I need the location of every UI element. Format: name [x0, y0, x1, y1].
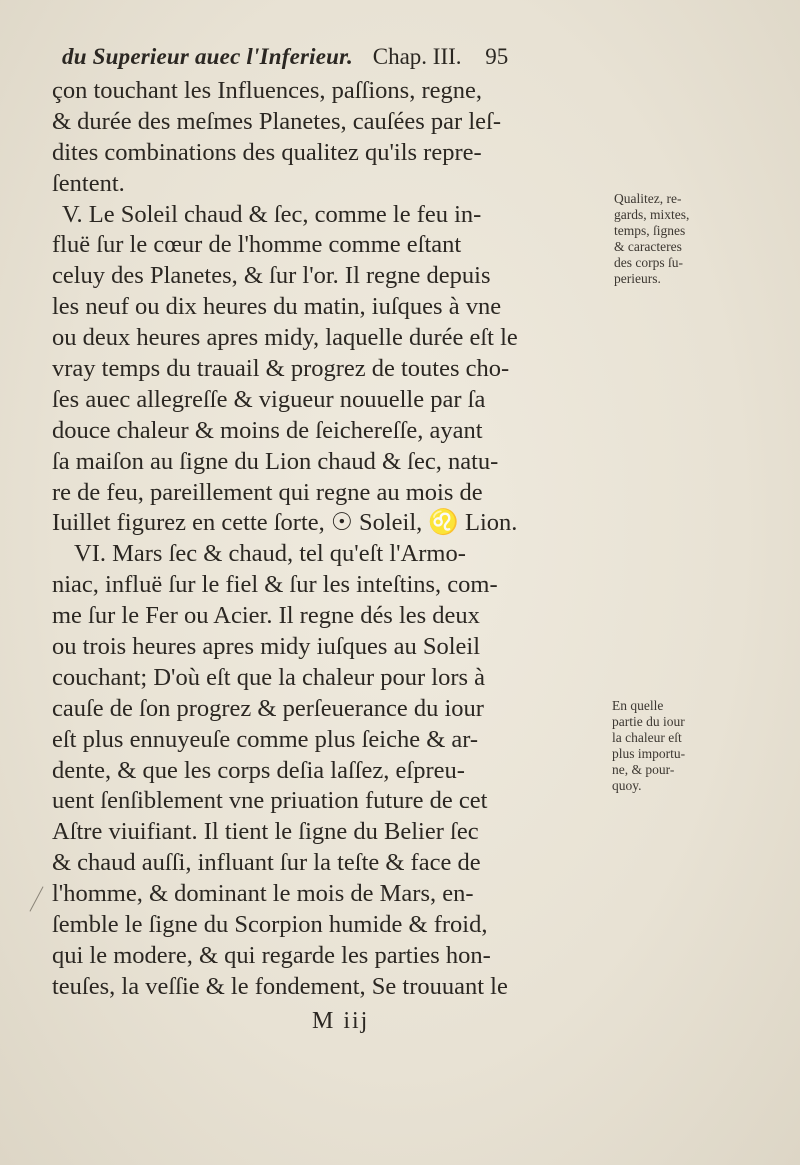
- margin-note-line: gards, mixtes,: [614, 207, 690, 222]
- text-line: qui le modere, & qui regarde les parties hon-: [52, 941, 491, 969]
- margin-note-qualities: [614, 191, 689, 287]
- text-line: çon touchant les Influences, paſſions, regne,: [52, 77, 482, 104]
- text-line: ſemble le ſigne du Scorpion humide & froid,: [52, 911, 488, 939]
- margin-note-line: Qualitez, re-: [614, 191, 682, 206]
- text-line: douce chaleur & moins de ſeichereſſe, ayant: [52, 416, 483, 444]
- text-line: les neuf ou dix heures du matin, iuſques à vne: [52, 293, 502, 321]
- text-line: ou deux heures apres midy, laquelle durée eſt le: [52, 324, 518, 352]
- text-line: niac, influë ſur le fiel & ſur les inteſtins, com-: [52, 571, 498, 599]
- text-line: Iuillet figurez en cette ſorte, ☉ Soleil, ♌ Lion.: [52, 509, 518, 537]
- margin-note-line: En quelle: [612, 698, 664, 713]
- margin-note-line: & caracteres: [614, 239, 682, 254]
- text-line: vray temps du trauail & progrez de toutes cho-: [52, 355, 510, 383]
- text-line: l'homme, & dominant le mois de Mars, en-: [52, 880, 474, 908]
- margin-note-line: ne, & pour-: [612, 762, 675, 777]
- margin-note-line: partie du iour: [612, 714, 685, 729]
- text-line: ſes auec allegreſſe & vigueur nouuelle par ſa: [52, 385, 486, 413]
- text-line: me ſur le Fer ou Acier. Il regne dés les deux: [52, 602, 480, 630]
- text-line: V. Le Soleil chaud & ſec, comme le feu in-: [62, 200, 482, 228]
- text-line: couchant; D'où eſt que la chaleur pour lors à: [52, 663, 486, 691]
- text-line: & chaud auſſi, influant ſur la teſte & face de: [52, 849, 481, 877]
- text-line: teuſes, la veſſie & le fondement, Se trouuant le: [52, 972, 508, 1000]
- text-line: ſentent.: [52, 169, 125, 197]
- margin-note-heat: [612, 698, 685, 794]
- text-line: Aſtre viuifiant. Il tient le ſigne du Belier ſec: [52, 818, 479, 846]
- page-header: [62, 44, 702, 74]
- text-line: VI. Mars ſec & chaud, tel qu'eſt l'Armo-: [74, 540, 466, 568]
- text-line: dites combinations des qualitez qu'ils repre-: [52, 138, 482, 166]
- margin-note-line: quoy.: [612, 778, 642, 793]
- margin-note-line: perieurs.: [614, 271, 661, 286]
- main-text-block: [52, 76, 612, 1003]
- text-line: re de feu, pareillement qui regne au mois de: [52, 478, 483, 506]
- signature-mark: M iij: [312, 1008, 370, 1034]
- text-line: celuy des Planetes, & ſur l'or. Il regne depuis: [52, 262, 491, 290]
- text-line: eſt plus ennuyeuſe comme plus ſeiche & ar-: [52, 725, 479, 753]
- text-line: uent ſenſiblement vne priuation future de cet: [52, 787, 488, 815]
- margin-pencil-stroke: [29, 886, 43, 911]
- margin-note-line: des corps ſu-: [614, 255, 683, 270]
- text-line: fluë ſur le cœur de l'homme comme eſtant: [52, 231, 462, 259]
- page-number: 95: [485, 44, 509, 69]
- text-line: ſa maiſon au ſigne du Lion chaud & ſec, natu-: [52, 447, 499, 475]
- margin-note-line: plus importu-: [612, 746, 686, 761]
- text-line: ou trois heures apres midy iuſques au Soleil: [52, 633, 480, 661]
- margin-note-line: la chaleur eſt: [612, 730, 682, 745]
- text-line: dente, & que les corps deſia laſſez, eſpreu-: [52, 756, 465, 784]
- text-line: & durée des meſmes Planetes, cauſées par leſ-: [52, 107, 501, 135]
- running-title: du Superieur auec l'Inferieur.: [62, 44, 353, 69]
- text-line: cauſe de ſon progrez & perſeuerance du iour: [52, 694, 484, 722]
- margin-note-line: temps, ſignes: [614, 223, 686, 238]
- chapter-label: Chap. III.: [372, 44, 462, 69]
